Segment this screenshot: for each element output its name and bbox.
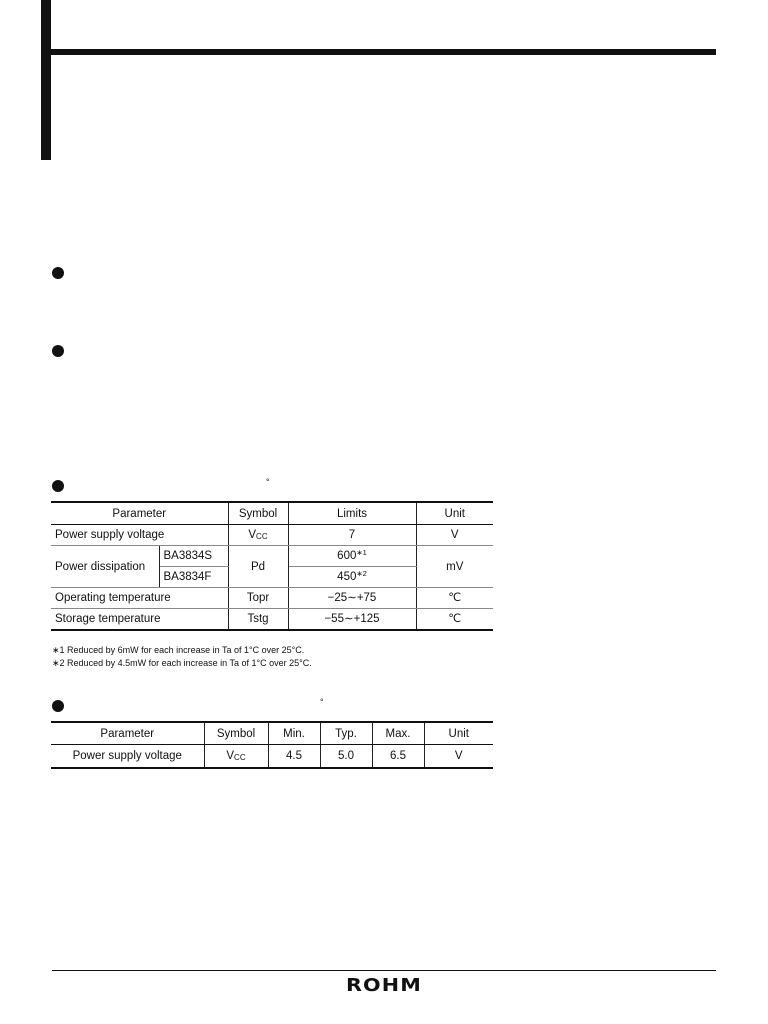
symbol-main: V <box>226 750 235 762</box>
symbol-cell <box>228 525 288 546</box>
symbol-subscript: CC <box>234 753 246 762</box>
variant-cell: BA3834S <box>159 546 228 567</box>
symbol-cell: Pd <box>228 546 288 588</box>
table-row <box>51 588 493 609</box>
header-vertical-bar <box>41 0 51 160</box>
table-header-row <box>51 722 493 745</box>
footer-rule <box>52 970 716 971</box>
unit-cell: V <box>416 525 493 546</box>
limit-value: 600 <box>337 550 357 562</box>
variant-cell: BA3834F <box>159 567 228 588</box>
parameter-cell: Operating temperature <box>51 588 228 609</box>
table-row <box>51 745 493 769</box>
header-parameter: Parameter <box>51 502 228 525</box>
header-typ: Typ. <box>320 722 372 745</box>
typ-cell: 5.0 <box>320 745 372 769</box>
footnote: ∗2 Reduced by 4.5mW for each increase in Ta of 1°C over 25°C. <box>52 658 312 668</box>
header-parameter: Parameter <box>51 722 204 745</box>
header-min: Min. <box>268 722 320 745</box>
limit-cell: −25∼+75 <box>288 588 416 609</box>
header-symbol: Symbol <box>228 502 288 525</box>
unit-cell: ℃ <box>416 609 493 631</box>
parameter-cell: Power dissipation <box>51 546 159 588</box>
unit-cell: mV <box>416 546 493 588</box>
unit-cell: V <box>424 745 493 769</box>
section-bullet-icon <box>52 345 64 357</box>
footnote: ∗1 Reduced by 6mW for each increase in Ta of 1°C over 25°C. <box>52 645 305 655</box>
parameter-cell: Storage temperature <box>51 609 228 631</box>
limit-value: 450 <box>337 571 357 583</box>
table-header-row <box>51 502 493 525</box>
limit-cell <box>288 567 416 588</box>
max-cell: 6.5 <box>372 745 424 769</box>
symbol-main: V <box>248 529 257 541</box>
symbol-cell <box>204 745 268 769</box>
symbol-cell: Topr <box>228 588 288 609</box>
header-horizontal-rule <box>41 49 716 55</box>
rohm-logo: ROHM <box>345 975 423 996</box>
unit-cell: ℃ <box>416 588 493 609</box>
footnote-ref: ∗2 <box>356 569 367 578</box>
footnote-ref: ∗1 <box>356 548 367 557</box>
section-bullet-icon <box>52 480 64 492</box>
limit-cell <box>288 546 416 567</box>
table-row <box>51 546 493 567</box>
table-row <box>51 525 493 546</box>
limit-cell: −55∼+125 <box>288 609 416 631</box>
symbol-cell: Tstg <box>228 609 288 631</box>
section-bullet-icon <box>52 700 64 712</box>
absolute-max-ratings-table <box>51 501 493 631</box>
footnotes <box>52 644 312 670</box>
degree-mark: ° <box>266 477 270 487</box>
min-cell: 4.5 <box>268 745 320 769</box>
header-unit: Unit <box>424 722 493 745</box>
degree-mark: ° <box>320 697 324 707</box>
header-symbol: Symbol <box>204 722 268 745</box>
header-max: Max. <box>372 722 424 745</box>
limit-cell: 7 <box>288 525 416 546</box>
symbol-subscript: CC <box>256 532 268 541</box>
header-limits: Limits <box>288 502 416 525</box>
table-row <box>51 609 493 631</box>
recommended-conditions-table <box>51 721 493 769</box>
header-unit: Unit <box>416 502 493 525</box>
parameter-cell: Power supply voltage <box>51 745 204 769</box>
section-bullet-icon <box>52 267 64 279</box>
parameter-cell: Power supply voltage <box>51 525 228 546</box>
